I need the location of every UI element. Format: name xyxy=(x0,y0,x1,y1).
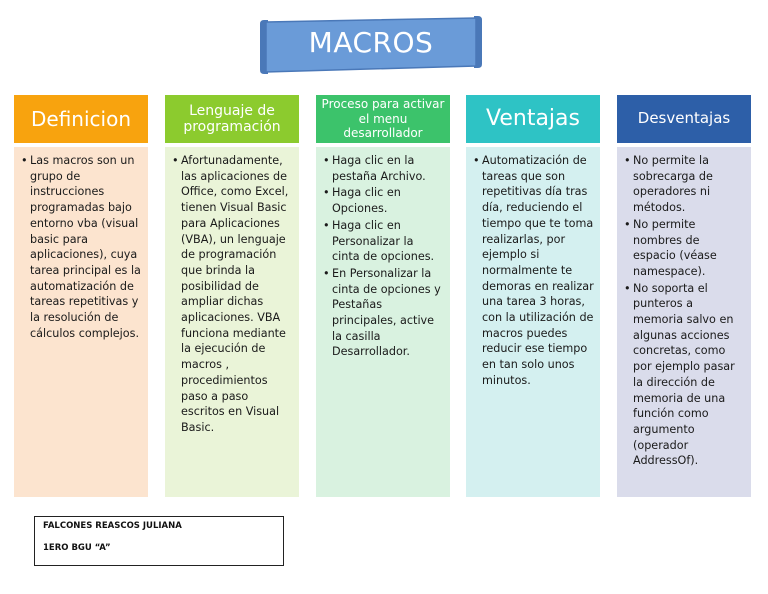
list-item: • No permite nombres de espacio (véase namespace). xyxy=(633,217,745,280)
column-ventajas xyxy=(466,95,600,387)
list-item: • Las macros son un grupo de instrucciones programadas bajo entorno vba (visual basic para aplicaciones), cuya tarea principal es la automatización de tareas repetitivas y la resolución de cálculos complejos. xyxy=(30,153,142,341)
column-body xyxy=(14,147,148,497)
author-box xyxy=(34,516,284,566)
column-body xyxy=(617,147,751,497)
column-definicion xyxy=(14,95,148,340)
column-header: Ventajas xyxy=(466,95,600,143)
author-course: 1ERO BGU “A” xyxy=(43,543,111,553)
title-banner xyxy=(258,14,484,76)
column-body xyxy=(466,147,600,497)
list-item: • Haga clic en la pestaña Archivo. xyxy=(332,153,444,184)
list-item: • Haga clic en Personalizar la cinta de opciones. xyxy=(332,218,444,265)
column-proceso xyxy=(316,95,450,359)
list-item: • Automatización de tareas que son repetitivas día tras día, reduciendo el tiempo que te toma realizarlas, por ejemplo si normalmente te demoras en realizar una tarea 3 horas, con la utilización de macros puedes reducir ese tiempo en tan solo unos minutos. xyxy=(482,153,594,389)
list-item: • No permite la sobrecarga de operadores ni métodos. xyxy=(633,153,745,216)
column-header: Lenguaje de programación xyxy=(165,95,299,143)
column-header: Definicion xyxy=(14,95,148,143)
column-body xyxy=(316,147,450,497)
author-name: FALCONES REASCOS JULIANA xyxy=(43,521,182,531)
column-header: Desventajas xyxy=(617,95,751,143)
list-item: • Afortunadamente, las aplicaciones de Office, como Excel, tienen Visual Basic para Aplicaciones (VBA), un lenguaje de programación que brinda la posibilidad de ampliar dichas aplicaciones. VBA funciona mediante la ejecución de macros , procedimientos paso a paso escritos en Visual Basic. xyxy=(181,153,293,436)
list-item: • Haga clic en Opciones. xyxy=(332,185,444,216)
list-item: • En Personalizar la cinta de opciones y Pestañas principales, active la casilla Desarrollador. xyxy=(332,266,444,360)
column-lenguaje xyxy=(165,95,299,434)
column-desventajas xyxy=(617,95,751,468)
column-header: Proceso para activar el menu desarrollador xyxy=(316,95,450,143)
page-title: MACROS xyxy=(308,26,434,59)
list-item: • No soporta el punteros a memoria salvo en algunas acciones concretas, como por ejemplo pasar la dirección de memoria de una función como argumento (operador AddressOf). xyxy=(633,281,745,469)
column-body xyxy=(165,147,299,497)
